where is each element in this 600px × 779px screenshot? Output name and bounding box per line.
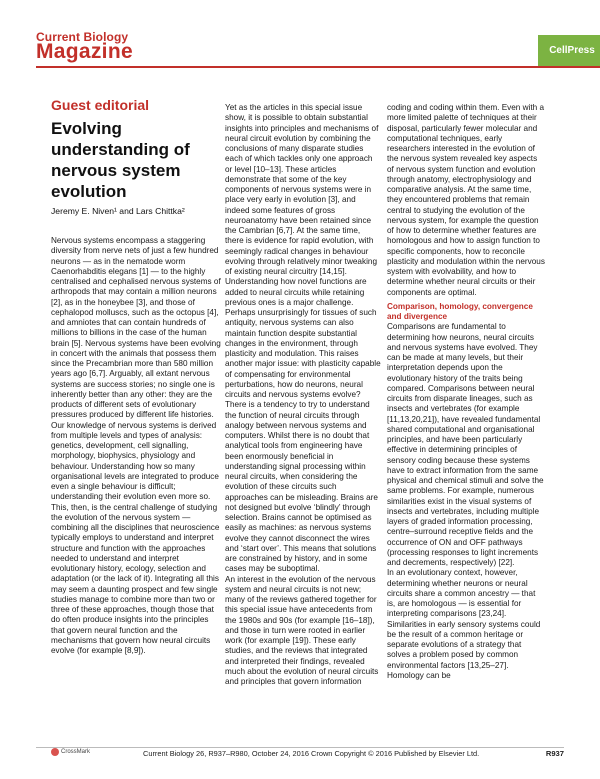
section-name: Magazine [36, 40, 133, 63]
article-type-label: Guest editorial [51, 97, 150, 113]
header-rule [36, 66, 600, 68]
crossmark-badge[interactable] [51, 748, 90, 756]
publisher-logo: CellPress [538, 35, 600, 66]
journal-name: Current Biology [36, 30, 129, 44]
page-number: R937 [545, 749, 564, 758]
footer-rule [36, 747, 564, 748]
paragraph-intro: Nervous systems encompass a staggering diversity from nerve nets of just a few hundred neurons — as in the nematode worm Caenorhabditis elegans [1] — to the highly centralised and cephalised nervous systems of arthropods that may contain a million neurons [2], as in the honeybee [3], and those of cephalopod molluscs, such as the octopus [4], and amniotes that can contain hundreds of millions to billions in the case of the human brain [5]. Nervous systems have been evolving in concert with the animals that possess them since the Precambrian more than 580 million years ago [6,7]. Arguably, all extant nervous systems are success stories; no single one is inherently better than any other: they are the products of different sets of evolutionary pressures produced by different life histories. Our knowledge of nervous systems is derived from multiple levels and types of analysis: genetics, development, cell signalling, morphology, biophysics, physiology and behaviour. Understanding how so many organisational levels are integrated to produce even a single behaviour is difficult; understanding their evolution even more so. This, then, is the central challenge of studying the evolution of the nervous system — combining all the disciplines that neuroscience typically employs to understand and interpret structure and function with the approaches needed to understand and interpret evolutionary history, ecology, selection and adaptation (or the lack of it). Integrating all this may seem a daunting prospect and few single studies manage to combine more than two or three of these approaches, though those that do often produce insights into the principles that govern neural function and the mechanisms that govern how neural circuits evolve (for example [8,9]). [51, 236, 221, 655]
crossmark-icon [51, 748, 59, 756]
crossmark-label: CrossMark [61, 749, 91, 755]
body-column-1 [51, 236, 223, 656]
body-column-3 [387, 103, 545, 681]
paragraph-column-3-b: Comparisons are fundamental to determining how neurons, neural circuits and nervous systems have evolved. They can be made at many levels, but their interpretation depends upon the evolutionary history of the traits being compared. Comparisons between neural circuits from disparate lineages, such as insects and vertebrates (for example [11,13,20,21]), have revealed fundamental shared computational and organisational principles, and have been particularly effective in determining principles of sensory coding because these systems have to extract information from the same physical and chemical stimuli and solve the same problems. For example, numerous similarities exist in the visual systems of insects and vertebrates, including multiple layers of graded information processing, centre–surround receptive fields and the occurrence of ON and OFF pathways (processing responses to light increments and decrements, respectively) [22]. In an evolutionary context, however, determining whether neurons or neural circuits share a common ancestry — that is, are homologous — is essential for interpreting comparisons [23,24]. Similarities in early sensory systems could be the result of a common heritage or separate evolutions of a strategy that solves a problem posed by common environmental factors [13,25–27]. Homology can be [387, 322, 544, 680]
paragraph-column-3-a: coding and coding within them. Even with a more limited palette of techniques at their disposal, particularly fewer molecular and computational techniques, early researchers interested in the evolution of the nervous system revealed key aspects of nervous system function and evolution through anatomy, electrophysiology and comparative analysis. At the same time, they encountered problems that remain central to studying the evolution of the nervous system, for example the question of how to determine whether features are homologous and how to assign function to specific components, how to reconcile plasticity and modulation within the nervous system with evolvability, and how to determine whether neural circuits or their components are optimal. [387, 103, 545, 297]
section-heading: Comparison, homology, convergence and divergence [387, 301, 533, 321]
author-line: Jeremy E. Niven¹ and Lars Chittka² [51, 206, 185, 216]
article-title: Evolving understanding of nervous system evolution [51, 119, 190, 201]
citation-footer: Current Biology 26, R937–R980, October 24, 2016 Crown Copyright © 2016 Published by Elsevier Ltd. [143, 749, 480, 758]
body-column-2 [225, 103, 381, 687]
paragraph-column-2: Yet as the articles in this special issue show, it is possible to obtain substantial insights into principles and mechanisms of neural circuit evolution by combining the conclusions of many disparate studies each of which tackles only one approach or level [10–13]. These articles demonstrate that some of the key components of nervous systems were in place very early in evolution [3], and indeed some features of gross neuroanatomy have been retained since the Cambrian [6,7]. At the same time, there is evidence for rapid evolution, with seemingly radical changes in behaviour evolving through relatively minor tweaking of existing neural circuitry [14,15]. Understanding how novel functions are added to neural circuits while retaining previous ones is a major challenge. Perhaps unsurprisingly for tissues of such antiquity, nervous systems can also maintain function despite substantial changes in the environment, through plasticity and modulation. This raises another major issue: with plasticity capable of compensating for environmental perturbations, how do neurons, neural circuits and nervous systems evolve? There is a tendency to try to understand the function of neural circuits through analogy between nervous systems and computers. Whilst there is no doubt that analytical tools from engineering have been enormously beneficial in understanding signal processing within neural circuits, when considering the evolution of these circuits such approaches can be misleading. Brains are not designed but evolve ‘blindly’ through selection. Brains cannot be optimised as easily as machines: as nervous systems evolve they cannot disconnect the wires and ‘start over’. This means that solutions are constrained by history, and in some cases may be suboptimal. An interest in the evolution of the nervous system and neural circuits is not new; many of the reviews gathered together for this special issue have antecedents from the 1980s and 90s (for example [16–18]), and those in turn were rooted in earlier work (for example [19]). These early studies, and the reviews that integrated and interpreted their findings, revealed much about the evolution of neural circuits and principles that govern information [225, 103, 381, 686]
